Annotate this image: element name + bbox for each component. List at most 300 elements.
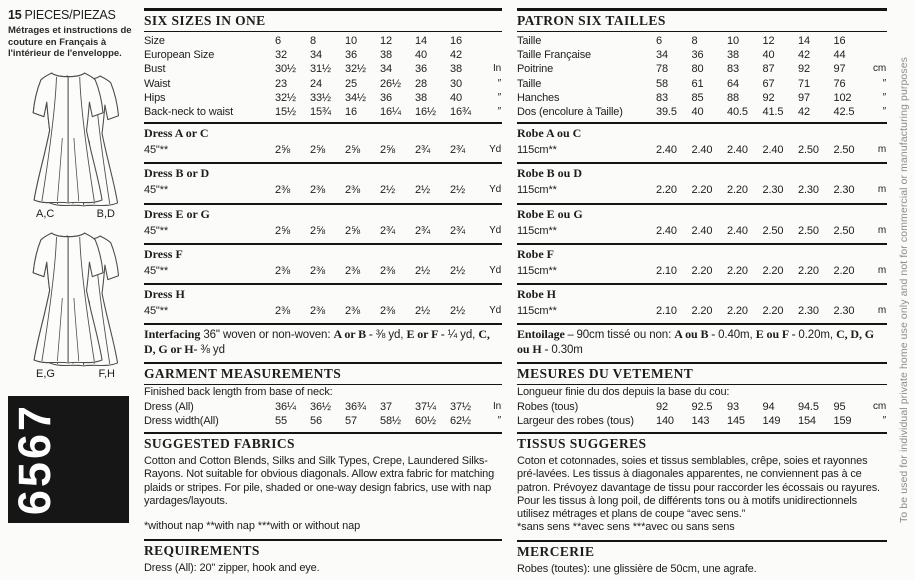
cell: 2.40 [762, 144, 784, 157]
size-table-row [144, 34, 502, 48]
yardage-row [144, 183, 502, 197]
cell: 38 [727, 49, 739, 62]
measurements-subtitle: Finished back length from base of neck: [144, 386, 333, 399]
cell: 2.40 [727, 224, 748, 237]
cell: 2½ [380, 184, 395, 197]
cell: 78 [656, 63, 668, 76]
size-table-row [144, 62, 502, 76]
size-table-row [517, 91, 887, 105]
cell: 58 [656, 77, 668, 90]
cell: 2.30 [762, 184, 784, 197]
entoilage-part: 0.20m, [798, 329, 837, 342]
size-table-row [144, 105, 502, 119]
metrage-row [517, 143, 887, 157]
cell: 8 [691, 35, 698, 47]
cell: 2⅜ [345, 184, 360, 197]
garment-block [517, 283, 887, 323]
cell: 92 [798, 63, 810, 76]
row-label: Waist [144, 77, 171, 90]
cell: 2.50 [798, 224, 819, 237]
cell: 140 [656, 414, 674, 427]
mesures-subtitle: Longueur finie du dos depuis la base du cou: [517, 386, 730, 399]
unit-cell: Yd [489, 224, 501, 236]
unit-cell: cm [872, 400, 886, 412]
cell: 44 [833, 49, 846, 62]
french-instructions-note: Métrages et instructions de couture en Français à l'intérieur de l'enveloppe. [8, 25, 132, 59]
cell: 62½ [450, 414, 471, 427]
cell: 2¾ [450, 144, 465, 157]
requirements-section [144, 539, 502, 575]
interfacing-part: ⅜ yd [200, 343, 225, 356]
row-label: Dos (encolure à Taille) [517, 106, 623, 119]
cell: 40 [691, 106, 704, 119]
cell: 92 [656, 400, 668, 413]
cell: 2.20 [727, 305, 748, 318]
cell: 2.20 [691, 184, 713, 197]
cell: 56 [310, 414, 322, 427]
cell: 2.40 [691, 144, 713, 157]
size-table-row [144, 77, 502, 91]
cell: 85 [691, 91, 704, 104]
cell: 36½ [310, 400, 331, 413]
cell: 87 [762, 63, 775, 76]
cell: 2.40 [691, 224, 713, 237]
row-label: Taille Française [517, 49, 592, 62]
cell: 2.20 [691, 264, 713, 277]
cell: 93 [727, 400, 739, 413]
metrage-row [517, 264, 887, 278]
cell: 15½ [275, 106, 296, 119]
cell: 32½ [275, 91, 296, 104]
fabric-width-label: 45"** [144, 305, 168, 318]
entoilage-part: A ou B - [674, 327, 719, 342]
cell: 33½ [310, 91, 331, 104]
cell: 2⅜ [275, 305, 290, 318]
row-label: Taille [517, 77, 542, 90]
metrage-tables [517, 122, 887, 323]
cell: 38 [380, 49, 392, 62]
entoilage-part: 0.30m [551, 343, 583, 356]
cell: 10 [345, 35, 357, 47]
cell: 2⅝ [275, 144, 290, 157]
cell: 34 [656, 49, 668, 62]
unit-cell: In [492, 63, 501, 75]
cell: 26½ [380, 77, 401, 90]
unit-cell: ″ [882, 91, 886, 103]
measurement-rows [144, 400, 502, 428]
entoilage-note [517, 323, 887, 362]
cell: 28 [415, 77, 427, 90]
garment-name: Dress B or D [144, 166, 210, 181]
cell: 97 [798, 91, 810, 104]
cell: 2⅝ [345, 144, 360, 157]
cell: 61 [691, 77, 704, 90]
entoilage-part: 0.40m, [718, 329, 756, 342]
left-panel [0, 0, 137, 580]
garment-block [144, 203, 502, 243]
cell: 36 [415, 63, 427, 76]
fabric-width-label: 45"** [144, 264, 168, 277]
yardage-row [144, 264, 502, 278]
cell: 32½ [345, 63, 366, 76]
english-title: SIX SIZES IN ONE [144, 11, 502, 32]
cell: 42 [798, 49, 810, 62]
garment-measurements-title: GARMENT MEASUREMENTS [144, 364, 502, 385]
cell: 2.40 [727, 144, 748, 157]
fabric-width-label: 45"** [144, 224, 168, 237]
cell: 36 [691, 49, 704, 62]
row-label: European Size [144, 49, 215, 62]
cell: 2.50 [833, 144, 855, 157]
side-strip [893, 0, 915, 580]
entoilage-part: E ou F - [755, 327, 799, 342]
cell: 2.50 [833, 224, 855, 237]
cell: 34½ [345, 91, 366, 104]
cell: 40 [450, 91, 462, 104]
garment-block [517, 243, 887, 283]
cell: 2¾ [380, 224, 395, 237]
cell: 16¼ [380, 106, 401, 119]
unit-cell [485, 34, 502, 48]
interfacing-part: E or F - [406, 327, 448, 342]
size-table-row [517, 77, 887, 91]
requirements-body: Dress (All): 20" zipper, hook and eye. [144, 561, 320, 574]
cell: 2.20 [833, 264, 855, 277]
cell: 2.20 [656, 184, 677, 197]
cell: 32 [275, 49, 287, 62]
cell: 2¾ [415, 144, 430, 157]
unit-cell: ″ [497, 414, 501, 426]
unit-cell: cm [872, 63, 886, 75]
row-label: Back-neck to waist [144, 106, 234, 119]
cell: 2.20 [798, 264, 819, 277]
measurement-row [144, 414, 502, 428]
cell: 42 [798, 106, 810, 119]
size-table-row [517, 62, 887, 76]
cell: 83 [656, 91, 668, 104]
dress-back-illustration-top [8, 64, 135, 220]
cell: 36 [380, 91, 392, 104]
cell: 58½ [380, 414, 401, 427]
fabric-width-label: 115cm** [517, 305, 557, 318]
garment-name: Robe E ou G [517, 206, 583, 221]
pattern-number-box [8, 396, 129, 523]
garment-block [144, 243, 502, 283]
cell: 102 [833, 91, 852, 104]
cell: 2⅜ [275, 184, 290, 197]
mercerie-section [517, 540, 887, 576]
yardage-row [144, 304, 502, 318]
cell: 8 [310, 35, 316, 47]
cell: 2⅝ [380, 144, 395, 157]
cell: 2.50 [762, 224, 784, 237]
cell: 92 [762, 91, 775, 104]
cell: 2⅜ [275, 264, 290, 277]
cell: 145 [727, 414, 745, 427]
interfacing-part: ⅜ yd, [375, 329, 407, 342]
cell: 31½ [310, 63, 331, 76]
cell: 40.5 [727, 106, 748, 119]
cell: 25 [345, 77, 357, 90]
row-label: Taille [517, 35, 542, 47]
unit-cell: ″ [497, 106, 501, 118]
cell: 39.5 [656, 106, 677, 119]
fabric-width-label: 115cm** [517, 144, 557, 157]
cell: 2¾ [450, 224, 465, 237]
cell: 2.40 [656, 224, 677, 237]
garment-block [144, 283, 502, 323]
unit-cell: m [877, 184, 886, 196]
metrage-row [517, 183, 887, 197]
requirements-title: REQUIREMENTS [144, 542, 260, 558]
metrage-row [517, 304, 887, 318]
garment-block [144, 162, 502, 202]
cell: 97 [833, 63, 846, 76]
garment-block [517, 203, 887, 243]
cell: 92.5 [691, 400, 713, 413]
cell: 2¾ [415, 224, 430, 237]
size-table-fr [517, 32, 887, 122]
cell: 10 [727, 35, 739, 47]
entoilage-part: C, D, G ou H - [517, 327, 875, 356]
row-label: Dress (All) [144, 400, 194, 413]
cell: 2⅜ [310, 184, 325, 197]
cell: 42 [450, 49, 462, 62]
cell: 2⅜ [310, 305, 325, 318]
unit-cell: Yd [489, 305, 501, 317]
size-table-row [517, 105, 887, 119]
cell: 2⅜ [310, 264, 325, 277]
fabric-width-label: 115cm** [517, 224, 557, 237]
cell: 16 [450, 35, 462, 47]
row-label: Hanches [517, 91, 560, 104]
cell: 40 [762, 49, 775, 62]
pieces-label: PIECES/PIEZAS [24, 8, 116, 22]
cell: 2⅝ [310, 144, 325, 157]
cell: 71 [798, 77, 810, 90]
unit-cell: ″ [882, 414, 886, 426]
nap-note-fr: *sans sens **avec sens ***avec ou sans sens [517, 521, 735, 534]
cell: 12 [380, 35, 392, 47]
cell: 12 [762, 35, 775, 47]
row-label: Dress width(All) [144, 414, 219, 427]
measurement-row [517, 414, 887, 428]
cell: 30½ [275, 63, 296, 76]
garment-name: Dress E or G [144, 206, 210, 221]
unit-cell [869, 48, 887, 62]
cell: 6 [656, 35, 662, 47]
size-table [144, 32, 502, 122]
garment-block [517, 162, 887, 202]
cell: 57 [345, 414, 357, 427]
cell: 2½ [450, 305, 465, 318]
fabric-width-label: 115cm** [517, 184, 557, 197]
cell: 16 [345, 106, 357, 119]
garment-name: Dress F [144, 246, 183, 261]
nap-note: *without nap **with nap ***with or without nap [144, 519, 361, 532]
fabric-width-label: 45"** [144, 144, 168, 157]
row-label: Size [144, 35, 165, 47]
cell: 16½ [415, 106, 436, 119]
garment-name: Dress H [144, 287, 185, 302]
cell: 2.30 [833, 184, 855, 197]
cell: 55 [275, 414, 287, 427]
cell: 80 [691, 63, 704, 76]
cell: 2.40 [656, 144, 677, 157]
cell: 60½ [415, 414, 436, 427]
cell: 94.5 [798, 400, 819, 413]
view-label: B,D [96, 207, 115, 220]
row-label: Hips [144, 91, 166, 104]
dress-back-drawing [8, 64, 134, 212]
garment-name: Robe B ou D [517, 166, 583, 181]
cell: 2½ [450, 184, 465, 197]
cell: 76 [833, 77, 846, 90]
garment-measurements-section [144, 362, 502, 432]
cell: 14 [798, 35, 810, 47]
mercerie-title: MERCERIE [517, 544, 595, 560]
fabric-width-label: 45"** [144, 184, 168, 197]
cell: 83 [727, 63, 739, 76]
measurement-row [517, 400, 887, 414]
garment-block [144, 122, 502, 162]
unit-cell: ″ [497, 77, 501, 89]
interfacing-part: A or B - [333, 327, 376, 342]
interfacing-part: 36" woven or non-woven: [200, 329, 334, 342]
cell: 2½ [415, 184, 430, 197]
cell: 2.20 [762, 305, 784, 318]
unit-cell: m [877, 224, 886, 236]
french-column [509, 0, 893, 580]
cell: 2.20 [762, 264, 784, 277]
cell: 67 [762, 77, 775, 90]
view-labels-top [8, 208, 135, 220]
pattern-number: 6567 [9, 402, 60, 516]
cell: 2.10 [656, 264, 677, 277]
unit-cell: Yd [489, 264, 501, 276]
cell: 2.20 [727, 184, 748, 197]
cell: 159 [833, 414, 852, 427]
row-label: Robes (tous) [517, 400, 579, 413]
cell: 34 [380, 63, 392, 76]
measurement-row [144, 400, 502, 414]
dress-back-drawing [8, 224, 134, 372]
cell: 64 [727, 77, 739, 90]
cell: 2⅜ [345, 305, 360, 318]
cell: 16 [833, 35, 846, 47]
cell: 36¾ [345, 400, 366, 413]
cell: 38 [415, 91, 427, 104]
cell: 36¼ [275, 400, 296, 413]
view-label: F,H [98, 367, 115, 380]
view-labels-bottom [8, 368, 135, 380]
cell: 6 [275, 35, 281, 47]
unit-cell: ″ [497, 91, 501, 103]
cell: 41.5 [762, 106, 784, 119]
suggested-fabrics-title: SUGGESTED FABRICS [144, 436, 295, 452]
cell: 95 [833, 400, 846, 413]
row-label: Poitrine [517, 63, 554, 76]
interfacing-part: C, D, G or H- [144, 327, 490, 356]
unit-cell: Yd [489, 144, 501, 156]
cell: 94 [762, 400, 775, 413]
interfacing-part: Interfacing [144, 327, 201, 342]
suggested-fabrics-body: Cotton and Cotton Blends, Silks and Silk Types, Crepe, Laundered Silks-Rayons. Not suitable for obvious diagonals. Allow extra fabric for matching plaids or stripes. For pile, shaded or one-way design fabrics, use with nap yardages/layouts. [144, 455, 495, 507]
unit-cell: m [877, 305, 886, 317]
home-use-disclaimer: To be used for individual private home use only and not for commercial or manufacturing purposes [898, 56, 910, 523]
tissus-title: TISSUS SUGGERES [517, 436, 647, 452]
unit-cell: In [492, 400, 501, 412]
mesures-title: MESURES DU VETEMENT [517, 364, 887, 385]
garment-block [517, 122, 887, 162]
cell: 30 [450, 77, 462, 90]
metrage-row [517, 224, 887, 238]
interfacing-part: ¼ yd, [447, 329, 479, 342]
unit-cell [869, 34, 887, 48]
cell: 40 [415, 49, 427, 62]
row-label: Largeur des robes (tous) [517, 414, 634, 427]
unit-cell: Yd [489, 184, 501, 196]
unit-cell: m [877, 144, 886, 156]
view-label: A,C [36, 207, 55, 220]
cell: 24 [310, 77, 322, 90]
cell: 2⅝ [345, 224, 360, 237]
cell: 38 [450, 63, 462, 76]
garment-name: Robe F [517, 246, 554, 261]
cell: 2½ [450, 264, 465, 277]
interfacing-note [144, 323, 502, 362]
french-title: PATRON SIX TAILLES [517, 11, 887, 32]
yardage-row [144, 143, 502, 157]
cell: 2½ [415, 305, 430, 318]
cell: 88 [727, 91, 739, 104]
size-table-row [517, 34, 887, 48]
yardage-tables [144, 122, 502, 323]
unit-cell: ″ [882, 106, 886, 118]
garment-name: Dress A or C [144, 126, 209, 141]
cell: 14 [415, 35, 427, 47]
cell: 15¾ [310, 106, 331, 119]
garment-name: Robe A ou C [517, 126, 582, 141]
entoilage-part: 90cm tissé ou non: [576, 329, 675, 342]
cell: 2½ [415, 264, 430, 277]
cell: 2.20 [691, 305, 713, 318]
cell: 2⅜ [345, 264, 360, 277]
row-label: Bust [144, 63, 166, 76]
measurement-rows [517, 400, 887, 428]
unit-cell [485, 48, 502, 62]
cell: 2⅝ [275, 224, 290, 237]
cell: 16¾ [450, 106, 471, 119]
mesures-section [517, 362, 887, 432]
english-column [137, 0, 509, 580]
cell: 143 [691, 414, 710, 427]
dress-back-illustration-bottom [8, 224, 135, 380]
mercerie-body: Robes (toutes): une glissière de 50cm, une agrafe. [517, 563, 757, 576]
cell: 149 [762, 414, 781, 427]
cell: 2.20 [727, 264, 748, 277]
cell: 37¼ [415, 400, 436, 413]
yardage-row [144, 224, 502, 238]
cell: 2⅝ [310, 224, 325, 237]
view-label: E,G [36, 367, 55, 380]
cell: 2.10 [656, 305, 677, 318]
cell: 2.30 [798, 305, 819, 318]
unit-cell: m [877, 264, 886, 276]
tissus-body: Coton et cotonnades, soies et tissus semblables, crêpe, soies et rayonnes pré-lavées. Les tissus à diagonales apparentes, ne conviennent pas à ce patron. Prévoyez davantage de tissu pour raccorder les écossais ou rayures. Pour les tissus à long poil, de différents tons ou à motifs unidirectionnels utilisez métrages et plans de coupe “avec sens.” [517, 455, 880, 520]
cell: 2⅜ [380, 264, 395, 277]
pieces-count: 15 [8, 8, 22, 22]
